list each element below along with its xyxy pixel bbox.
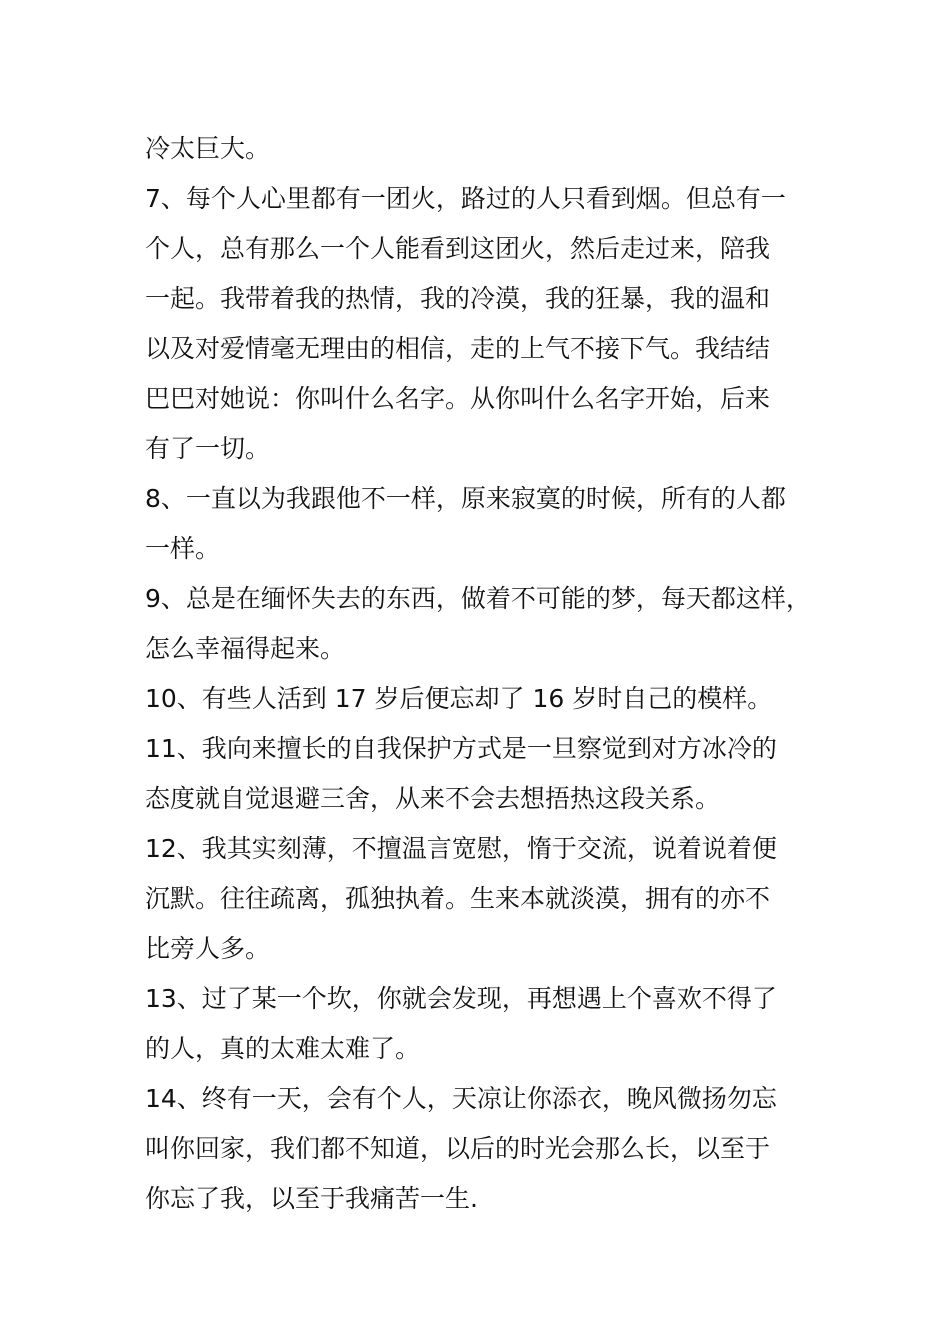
text-line: 9、总是在缅怀失去的东西，做着不可能的梦，每天都这样， — [145, 584, 811, 613]
text-line: 巴巴对她说：你叫什么名字。从你叫什么名字开始，后来 — [145, 384, 771, 413]
text-line: 有了一切。 — [145, 434, 271, 463]
text-line: 14、终有一天，会有个人，天凉让你添衣，晚风微扬勿忘 — [145, 1084, 777, 1113]
text-line: 你忘了我，以至于我痛苦一生. — [145, 1184, 478, 1213]
text-line: 11、我向来擅长的自我保护方式是一旦察觉到对方冰冷的 — [145, 734, 777, 763]
text-line: 叫你回家，我们都不知道，以后的时光会那么长，以至于 — [145, 1134, 771, 1163]
text-line: 13、过了某一个坎，你就会发现，再想遇上个喜欢不得了 — [145, 984, 777, 1013]
text-line: 个人，总有那么一个人能看到这团火，然后走过来，陪我 — [145, 234, 771, 263]
text-line: 一起。我带着我的热情，我的冷漠，我的狂暴，我的温和 — [145, 284, 771, 313]
text-line: 冷太巨大。 — [145, 134, 271, 163]
text-line: 10、有些人活到 17 岁后便忘却了 16 岁时自己的模样。 — [145, 684, 773, 713]
text-line: 8、一直以为我跟他不一样，原来寂寞的时候，所有的人都 — [145, 484, 786, 513]
text-line: 以及对爱情毫无理由的相信，走的上气不接下气。我结结 — [145, 334, 771, 363]
text-line: 态度就自觉退避三舍，从来不会去想捂热这段关系。 — [145, 784, 721, 813]
text-line: 怎么幸福得起来。 — [145, 634, 346, 663]
text-line: 一样。 — [145, 534, 221, 563]
quote-text-block — [145, 124, 825, 1224]
text-line: 12、我其实刻薄，不擅温言宽慰，惰于交流，说着说着便 — [145, 834, 777, 863]
text-line: 比旁人多。 — [145, 934, 271, 963]
text-line: 7、每个人心里都有一团火，路过的人只看到烟。但总有一 — [145, 184, 786, 213]
text-line: 沉默。往往疏离，孤独执着。生来本就淡漠，拥有的亦不 — [145, 884, 771, 913]
text-line: 的人，真的太难太难了。 — [145, 1034, 421, 1063]
